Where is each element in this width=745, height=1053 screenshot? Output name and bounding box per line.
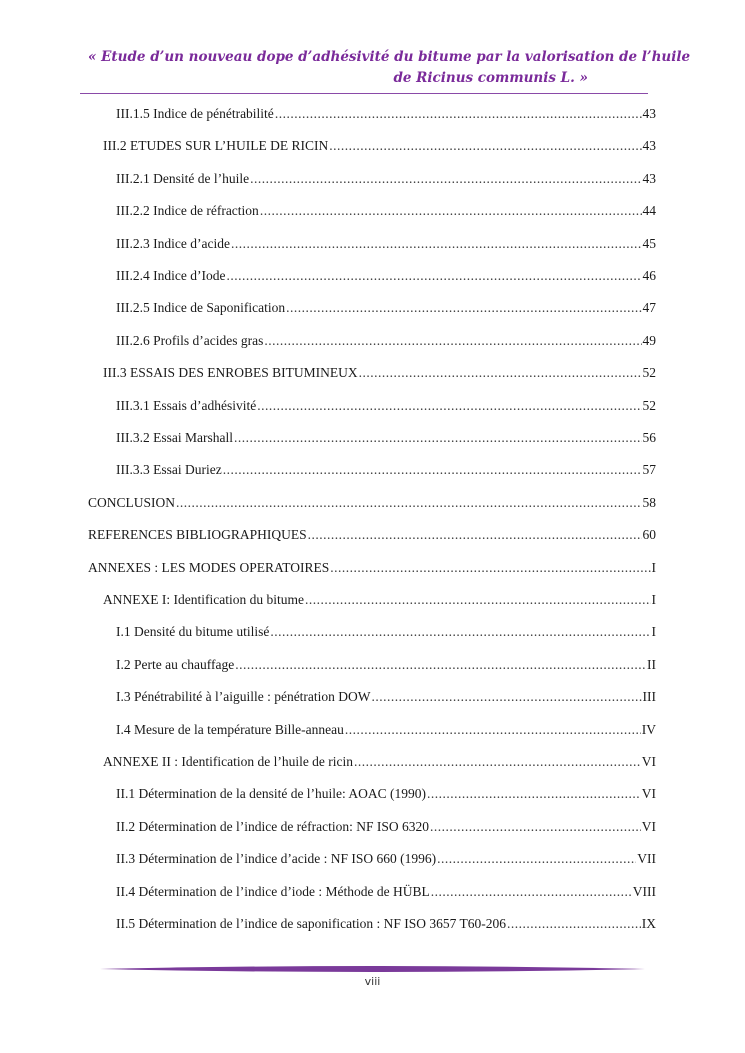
toc-entry[interactable] — [116, 330, 656, 352]
toc-entry[interactable] — [116, 297, 656, 319]
toc-dot-leader — [257, 395, 641, 417]
toc-entry-label: REFERENCES BIBLIOGRAPHIQUES — [88, 527, 307, 543]
toc-entry-label: III.3.1 Essais d’adhésivité — [116, 397, 257, 413]
toc-entry[interactable] — [116, 168, 656, 190]
toc-entry[interactable] — [116, 265, 656, 287]
toc-entry[interactable] — [116, 395, 656, 417]
toc-entry-page: VII — [637, 851, 656, 867]
toc-entry[interactable] — [116, 783, 656, 805]
toc-entry-page: II — [647, 656, 656, 672]
toc-entry-page: III — [642, 689, 656, 705]
toc-entry-page: 47 — [642, 300, 656, 316]
toc-entry[interactable] — [103, 751, 656, 773]
toc-entry-label: ANNEXE II : Identification de l’huile de ricin — [103, 754, 354, 769]
toc-dot-leader — [354, 751, 641, 773]
toc-entry-page: 43 — [642, 170, 656, 186]
toc-dot-leader — [427, 783, 641, 805]
toc-entry[interactable] — [103, 589, 656, 611]
toc-entry-page: I — [651, 592, 656, 607]
toc-entry[interactable] — [88, 557, 656, 579]
toc-entry[interactable] — [116, 881, 656, 903]
toc-entry-label: III.2 ETUDES SUR L’HUILE DE RICIN — [103, 138, 329, 154]
toc-entry[interactable] — [116, 848, 656, 870]
toc-entry-page: I — [651, 624, 656, 640]
toc-entry-page: 43 — [642, 138, 656, 154]
toc-entry[interactable] — [116, 200, 656, 222]
toc-dot-leader — [226, 265, 641, 287]
toc-entry-page: 44 — [642, 203, 656, 219]
toc-dot-leader — [176, 492, 641, 514]
toc-entry-label: II.3 Détermination de l’indice d’acide : NF ISO 660 (1996) — [116, 851, 437, 867]
toc-entry-label: II.4 Détermination de l’indice d’iode : Méthode de HÜBL — [116, 883, 430, 899]
toc-entry[interactable] — [88, 492, 656, 514]
toc-entry-label: III.2.4 Indice d’Iode — [116, 268, 226, 283]
toc-entry[interactable] — [116, 913, 656, 935]
toc-entry[interactable] — [116, 816, 656, 838]
toc-dot-leader — [275, 103, 642, 125]
toc-entry-label: III.2.6 Profils d’acides gras — [116, 332, 264, 348]
toc-entry-label: III.3.3 Essai Duriez — [116, 462, 222, 478]
toc-dot-leader — [231, 233, 642, 255]
toc-entry-label: III.2.2 Indice de réfraction — [116, 203, 259, 219]
toc-entry-page: IV — [641, 721, 656, 737]
toc-entry-label: II.5 Détermination de l’indice de saponification : NF ISO 3657 T60-206 — [116, 916, 507, 931]
toc-entry-page: 60 — [642, 527, 656, 543]
toc-entry[interactable] — [116, 654, 656, 676]
toc-entry-page: 43 — [642, 106, 656, 121]
toc-entry[interactable] — [116, 621, 656, 643]
toc-dot-leader — [234, 427, 642, 449]
toc-dot-leader — [507, 913, 641, 935]
toc-entry-label: I.1 Densité du bitume utilisé — [116, 624, 270, 640]
toc-dot-leader — [250, 168, 641, 190]
toc-entry-label: ANNEXES : LES MODES OPERATOIRES — [88, 559, 330, 575]
toc-dot-leader — [431, 881, 632, 903]
toc-dot-leader — [270, 621, 650, 643]
toc-entry[interactable] — [88, 524, 656, 546]
toc-entry[interactable] — [103, 135, 656, 157]
toc-entry-page: IX — [641, 916, 656, 931]
toc-entry-page: I — [651, 559, 656, 575]
toc-entry-label: I.2 Perte au chauffage — [116, 656, 235, 672]
toc-dot-leader — [305, 589, 651, 611]
toc-entry-page: 56 — [642, 430, 656, 445]
running-header — [88, 47, 691, 89]
toc-entry[interactable] — [116, 686, 656, 708]
toc-entry-label: III.3 ESSAIS DES ENROBES BITUMINEUX — [103, 365, 358, 381]
toc-entry-page: 49 — [642, 332, 656, 348]
toc-entry-label: III.1.5 Indice de pénétrabilité — [116, 106, 274, 121]
toc-entry-label: I.3 Pénétrabilité à l’aiguille : pénétration DOW — [116, 689, 371, 705]
footer-swoosh — [100, 962, 645, 976]
toc-entry-label: II.2 Détermination de l’indice de réfraction: NF ISO 6320 — [116, 818, 430, 834]
toc-entry-label: CONCLUSION — [88, 494, 176, 510]
toc-entry-page: 46 — [642, 268, 656, 283]
toc-dot-leader — [345, 719, 641, 741]
toc-entry-page: 52 — [642, 397, 656, 413]
header-line-2: de Ricinus communis L. » — [393, 70, 588, 86]
toc-entry-page: VI — [641, 754, 656, 769]
toc-entry-label: III.2.1 Densité de l’huile — [116, 170, 250, 186]
toc-dot-leader — [264, 330, 641, 352]
toc-entry-label: III.3.2 Essai Marshall — [116, 430, 233, 445]
toc-entry-label: III.2.5 Indice de Saponification — [116, 300, 286, 316]
toc-dot-leader — [260, 200, 642, 222]
toc-entry[interactable] — [116, 719, 656, 741]
toc-entry-page: 45 — [642, 235, 656, 251]
toc-dot-leader — [437, 848, 636, 870]
toc-entry-page: VI — [641, 786, 656, 802]
toc-entry[interactable] — [116, 103, 656, 125]
toc-dot-leader — [235, 654, 646, 676]
toc-dot-leader — [329, 135, 641, 157]
toc-entry-page: 58 — [642, 494, 656, 510]
toc-entry-label: ANNEXE I: Identification du bitume — [103, 592, 304, 607]
toc-dot-leader — [430, 816, 641, 838]
toc-entry-page: VIII — [632, 883, 656, 899]
toc-dot-leader — [286, 297, 641, 319]
toc-entry[interactable] — [116, 459, 656, 481]
toc-entry[interactable] — [116, 427, 656, 449]
toc-dot-leader — [359, 362, 642, 384]
toc-entry-label: I.4 Mesure de la température Bille-anneau — [116, 721, 344, 737]
toc-entry[interactable] — [103, 362, 656, 384]
toc-dot-leader — [330, 557, 650, 579]
toc-entry[interactable] — [116, 233, 656, 255]
toc-entry-page: 57 — [642, 462, 656, 478]
toc-entry-page: VI — [641, 818, 656, 834]
page-number: viii — [364, 975, 381, 988]
header-rule — [80, 93, 648, 94]
toc-dot-leader — [223, 459, 642, 481]
toc-dot-leader — [308, 524, 642, 546]
toc-entry-label: II.1 Détermination de la densité de l’huile: AOAC (1990) — [116, 786, 427, 802]
toc-entry-page: 52 — [642, 365, 656, 381]
header-line-1: « Etude d’un nouveau dope d’adhésivité du bitume par la valorisation de l’huile — [88, 49, 691, 65]
toc-entry-label: III.2.3 Indice d’acide — [116, 235, 230, 251]
toc-dot-leader — [372, 686, 642, 708]
